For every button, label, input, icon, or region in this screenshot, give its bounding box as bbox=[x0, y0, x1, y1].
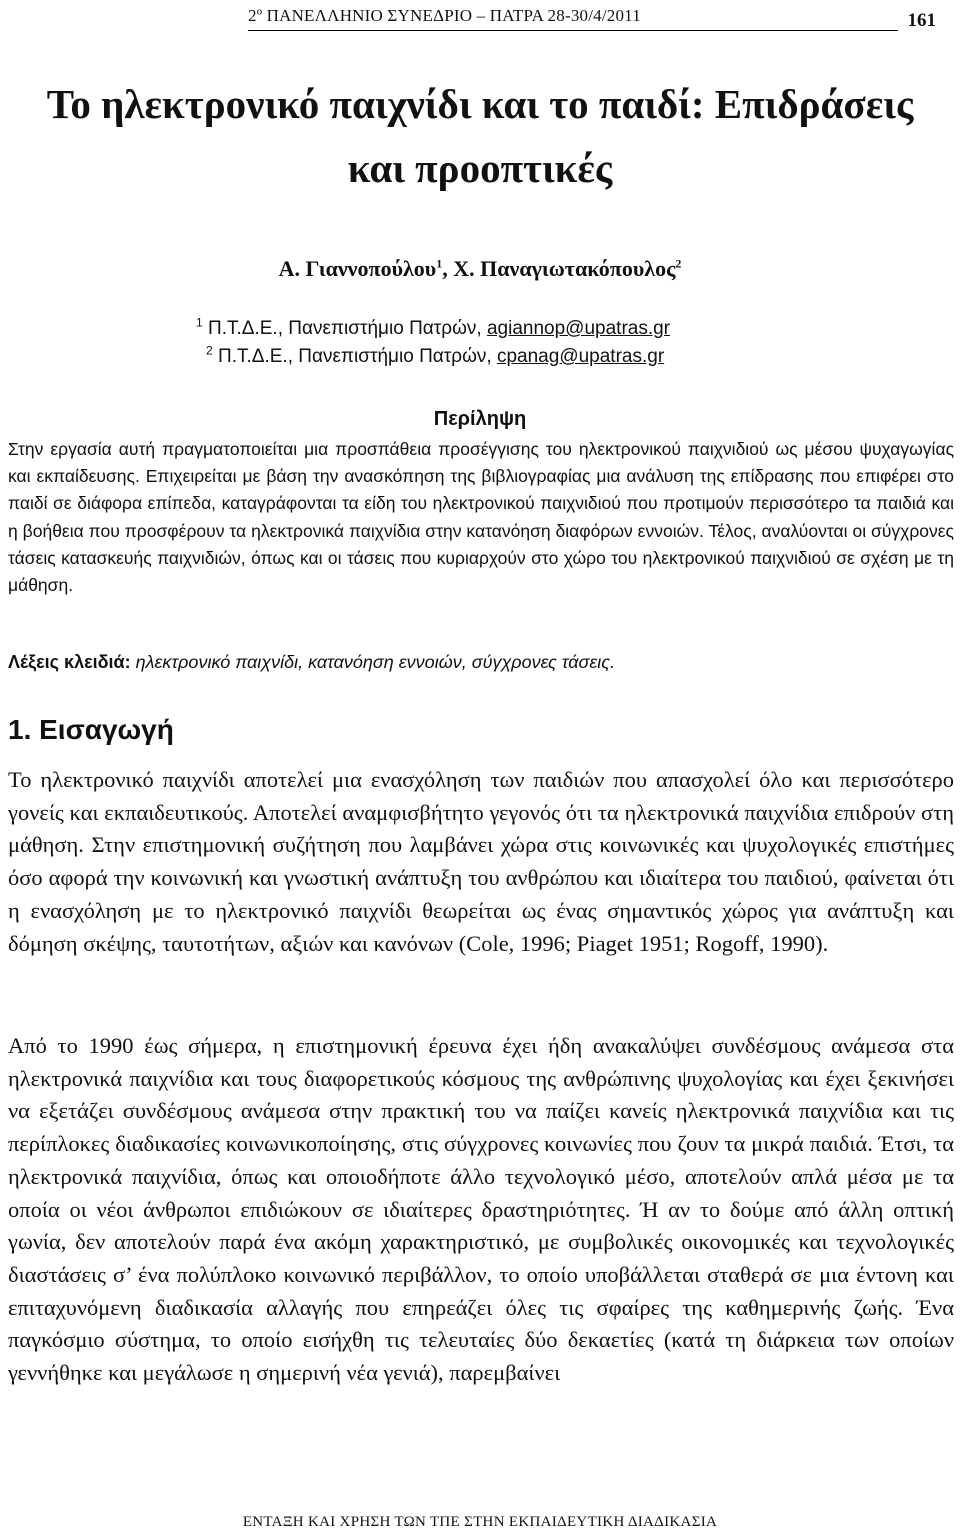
title-line-2: και προοπτικές bbox=[347, 145, 613, 191]
running-footer: ΕΝΤΑΞΗ ΚΑΙ ΧΡΗΣΗ ΤΩΝ ΤΠΕ ΣΤΗΝ ΕΚΠΑΙΔΕΥΤΙΚΗ ΔΙΑΔΙΚΑΣΙΑ bbox=[242, 1514, 718, 1530]
author-2-affiliation-mark: 2 bbox=[675, 256, 682, 271]
title-line-1: Το ηλεκτρονικό παιχνίδι και το παιδί: Επιδράσεις bbox=[46, 81, 914, 127]
body-paragraph-1: Το ηλεκτρονικό παιχνίδι αποτελεί μια ενασχόληση των παιδιών που απασχολεί όλο και περισσότερο γονείς και εκπαιδευτικούς. Αποτελεί αναμφισβήτητο γεγονός ότι τα ηλεκτρονικά παιχνίδια επιδρούν στη μάθηση. Στην επιστημονική συζήτηση που λαμβάνει χώρα στις κοινωνικές και ψυχολογικές επιστήμες όσο αφορά την κοινωνική και γνωστική ανάπτυξη του ανθρώπου και ιδιαίτερα του παιδιού, φαίνεται ότι η ενασχόληση με το ηλεκτρονικό παιχνίδι θεωρείται ως ένας σημαντικός χώρος για ανάπτυξη και δόμηση σκέψης, ταυτοτήτων, αξιών και κανόνων (Cole, 1996; Piaget 1951; Rogoff, 1990). bbox=[8, 767, 954, 956]
affiliation-1 bbox=[196, 315, 671, 340]
affiliation-2-text: Π.Τ.Δ.Ε., Πανεπιστήμιο Πατρών, bbox=[217, 346, 497, 367]
author-1-affiliation-mark: 1 bbox=[436, 256, 443, 271]
affiliation-2 bbox=[206, 343, 665, 368]
affiliation-2-mark: 2 bbox=[206, 343, 213, 358]
section-heading-introduction: 1. Εισαγωγή bbox=[8, 714, 174, 745]
affiliation-1-email-link[interactable]: agiannop@upatras.gr bbox=[486, 318, 671, 339]
body-paragraph-2: Από το 1990 έως σήμερα, η επιστημονική έρευνα έχει ήδη ανακαλύψει συνδέσμους ανάμεσα στα ηλεκτρονικά παιχνίδια και τους διαφορετικούς κόσμους της ανθρώπινης ψυχολογίας και έχει ξεκινήσει να εξετάζει συνδέσμους ανάμεσα στην πρακτική του να παίζει κανείς ηλεκτρονικά παιχνίδια και τις περίπλοκες διαδικασίες κοινωνικοποίησης, στις σύγχρονες κοινωνίες που ζουν τα μικρά παιδιά. Έτσι, τα ηλεκτρονικά παιχνίδια, όπως και οποιοδήποτε άλλο τεχνολογικό μέσο, αποτελούν απλά μέσα με τα οποία οι νέοι άνθρωποι επιδιώκουν σε ιδιαίτερες δραστηριότητες. Ή αν το δούμε από άλλη οπτική γωνία, δεν αποτελούν παρά ένα ακόμη χαρακτηριστικό, με συμβολικές οικονομικές και τεχνολογικές διαστάσεις σ’ ένα πολύπλοκο κοινωνικό περιβάλλον, το οποίο υποβάλλεται σταθερά σε μια έντονη και επιταχυνόμενη διαδικασία αλλαγής που επηρεάζει όλες τις σφαίρες της καθημερινής ζωής. Ένα παγκόσμιο σύστημα, το οποίο εισήχθη τις τελευταίες δύο δεκαετίες (κατά τη διάρκεια των οποίων γεννήθηκε και μεγάλωσε η σημερινή νέα γενιά), παρεμβαίνει bbox=[8, 1033, 954, 1386]
author-separator: , bbox=[442, 256, 454, 281]
author-1: Α. Γιαννοπούλου bbox=[278, 256, 437, 281]
author-2: Χ. Παναγιωτακόπουλος bbox=[453, 256, 676, 281]
abstract-text: Στην εργασία αυτή πραγματοποιείται μια προσπάθεια προσέγγισης του ηλεκτρονικού παιχνιδιού ως μέσου ψυχαγωγίας και εκπαίδευσης. Επιχειρείται με βάση την ανασκόπηση της βιβλιογραφίας μια ανάλυση της επίδρασης που επιφέρει στο παιδί σε διάφορα επίπεδα, καταγράφονται τα είδη του ηλεκτρονικού παιχνιδιού που προτιμούν περισσότερο τα παιδιά και η βοήθεια που προσφέρουν τα ηλεκτρονικά παιχνίδια στην κατανόηση διαφόρων εννοιών. Τέλος, αναλύονται οι σύγχρονες τάσεις κατασκευής παιχνιδιών, όπως και οι τάσεις που κυριαρχούν στο χώρο του ηλεκτρονικού παιχνιδιού σε σχέση με τη μάθηση. bbox=[8, 439, 954, 596]
keywords-label: Λέξεις κλειδιά: bbox=[8, 652, 131, 672]
affiliation-1-text: Π.Τ.Δ.Ε., Πανεπιστήμιο Πατρών, bbox=[207, 318, 487, 339]
keywords-text: ηλεκτρονικό παιχνίδι, κατανόηση εννοιών, σύγχρονες τάσεις. bbox=[130, 652, 616, 672]
author-list bbox=[0, 256, 960, 282]
page-number: 161 bbox=[907, 10, 936, 31]
paper-title bbox=[0, 72, 960, 200]
keywords bbox=[8, 652, 954, 673]
affiliation-1-mark: 1 bbox=[196, 315, 203, 330]
running-header: 2º ΠΑΝΕΛΛΗΝΙΟ ΣΥΝΕΔΡΙΟ – ΠΑΤΡΑ 28-30/4/2011 bbox=[248, 6, 898, 31]
affiliation-2-email-link[interactable]: cpanag@upatras.gr bbox=[496, 346, 665, 367]
abstract-heading: Περίληψη bbox=[433, 408, 527, 430]
